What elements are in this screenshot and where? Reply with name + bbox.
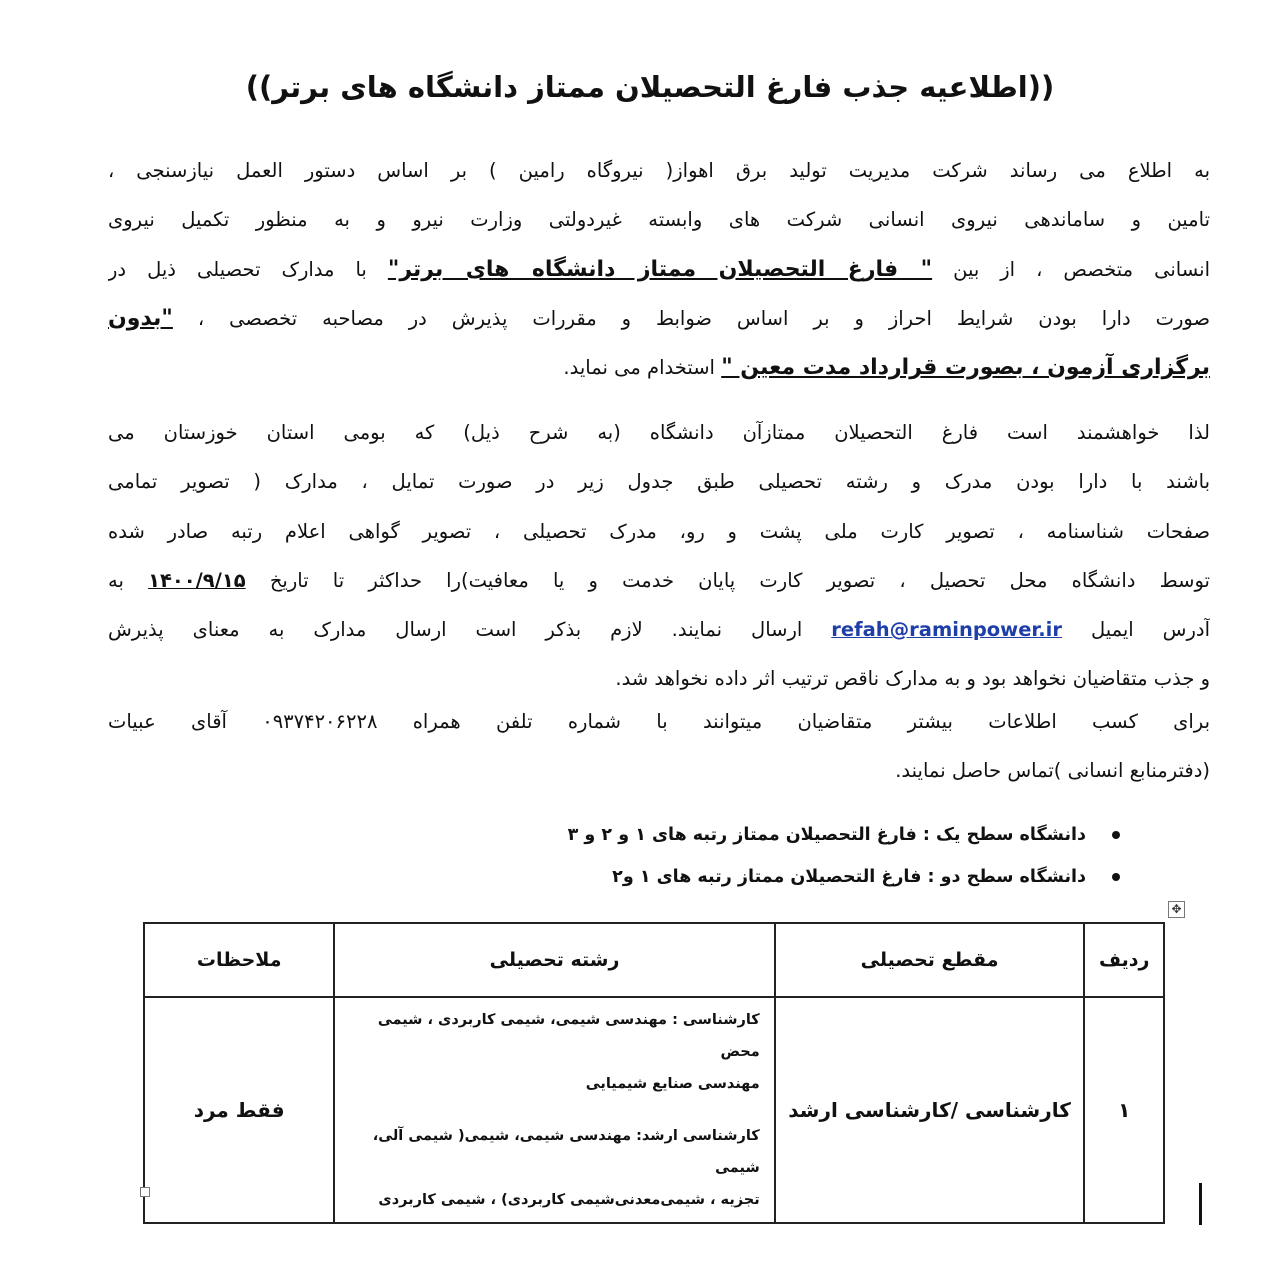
text-line: صفحات شناسنامه ، تصویر کارت ملی پشت و رو، مدرک تحصیلی ، تصویر گواهی اعلام رتبه صادر شده [108,519,1210,543]
email-link[interactable]: refah@raminpower.ir [831,618,1062,642]
header-row-number: ردیف [1084,923,1164,997]
bullet-icon [1112,873,1120,881]
text-segment: ارسال نمایند. لازم بذکر است ارسال مدارک به معنای پذیرش [108,618,803,642]
text-cursor [1199,1183,1202,1225]
table-header-row [144,923,1164,997]
intro-paragraph [108,146,1210,392]
text-line [108,245,1210,294]
text-line [108,605,1210,654]
text-segment: آدرس ایمیل [1090,618,1210,642]
highlight-phrase: برگزاری آزمون ، بصورت قرارداد مدت معین " [721,355,1210,381]
cell-major [334,997,774,1223]
bullet-icon [1112,831,1120,839]
text-line [108,343,1210,392]
text-line: باشند با دارا بودن مدرک و رشته تحصیلی طبق جدول زیر در صورت تمایل ، مدارک ( تصویر تمامی [108,470,1210,494]
text-segment: توسط دانشگاه محل تحصیل ، تصویر کارت پایان خدمت و یا معافیت)را حداکثر تا تاریخ [269,568,1210,592]
highlight-phrase: " فارغ التحصیلان ممتاز دانشگاه های برتر" [387,256,933,282]
list-item [464,856,1164,898]
requirements-table [143,922,1165,1224]
text-line: و جذب متقاضیان نخواهد بود و به مدارک ناقص ترتیب اثر داده نخواهد شد. [615,667,1210,691]
page-title: ((اطلاعیه جذب فارغ التحصیلان ممتاز دانشگاه های برتر)) [245,70,1055,104]
text-segment: صورت دارا بودن شرایط احراز و بر اساس ضوابط و مقررات پذیرش در مصاحبه تخصصی ، [197,306,1210,330]
list-item-text: دانشگاه سطح یک : فارغ التحصیلان ممتاز رتبه های ۱ و ۲ و ۳ [567,825,1086,845]
major-line: کارشناسی ارشد: مهندسی شیمی، شیمی( شیمی آلی، شیمی [372,1128,760,1176]
university-level-list [464,814,1164,898]
major-line: تجزیه ، شیمی‌معدنی‌شیمی کاربردی) ، شیمی کاربردی [378,1192,760,1208]
text-line: به اطلاع می رساند شرکت مدیریت تولید برق اهواز( نیروگاه رامین ) بر اساس دستور العمل نیازسنجی ، [108,159,1210,182]
table-move-handle-icon[interactable]: ✥ [1168,901,1185,918]
text-line: (دفترمنابع انسانی )تماس حاصل نمایند. [895,759,1210,783]
text-line: تامین و ساماندهی نیروی انسانی شرکت های وابسته غیردولتی وزارت نیرو و به منظور تکمیل نیروی [108,208,1210,232]
text-segment: انسانی متخصص ، از بین [953,257,1210,281]
contact-paragraph [108,697,1210,796]
text-segment: به [108,568,124,592]
table-resize-handle[interactable] [140,1187,150,1197]
table-row [144,997,1164,1223]
text-line [108,556,1210,605]
header-notes: ملاحظات [144,923,334,997]
major-line: مهندسی صنایع شیمیایی [585,1076,760,1092]
cell-row-number: ۱ [1084,997,1164,1223]
text-line: لذا خواهشمند است فارغ التحصیلان ممتازآن دانشگاه (به شرح ذیل) که بومی استان خوزستان می [108,421,1210,444]
text-segment: استخدام می نماید. [563,356,715,380]
text-line [108,294,1210,343]
list-item [464,814,1164,856]
text-segment: با مدارک تحصیلی ذیل در [108,257,367,281]
major-line: کارشناسی : مهندسی شیمی، شیمی کاربردی ، شیمی محض [377,1012,760,1060]
deadline-date: ۱۴۰۰/۹/۱۵ [148,568,246,592]
instructions-paragraph [108,408,1210,704]
list-item-text: دانشگاه سطح دو : فارغ التحصیلان ممتاز رتبه های ۱ و۲ [612,867,1086,887]
cell-degree-level: کارشناسی /کارشناسی ارشد [775,997,1085,1223]
highlight-phrase: "بدون [108,305,173,331]
header-major: رشته تحصیلی [334,923,774,997]
text-line: برای کسب اطلاعات بیشتر متقاضیان میتوانند با شماره تلفن همراه ۰۹۳۷۴۲۰۶۲۲۸ آقای عبیات [108,710,1210,733]
header-degree-level: مقطع تحصیلی [775,923,1085,997]
cell-notes: فقط مرد [144,997,334,1223]
